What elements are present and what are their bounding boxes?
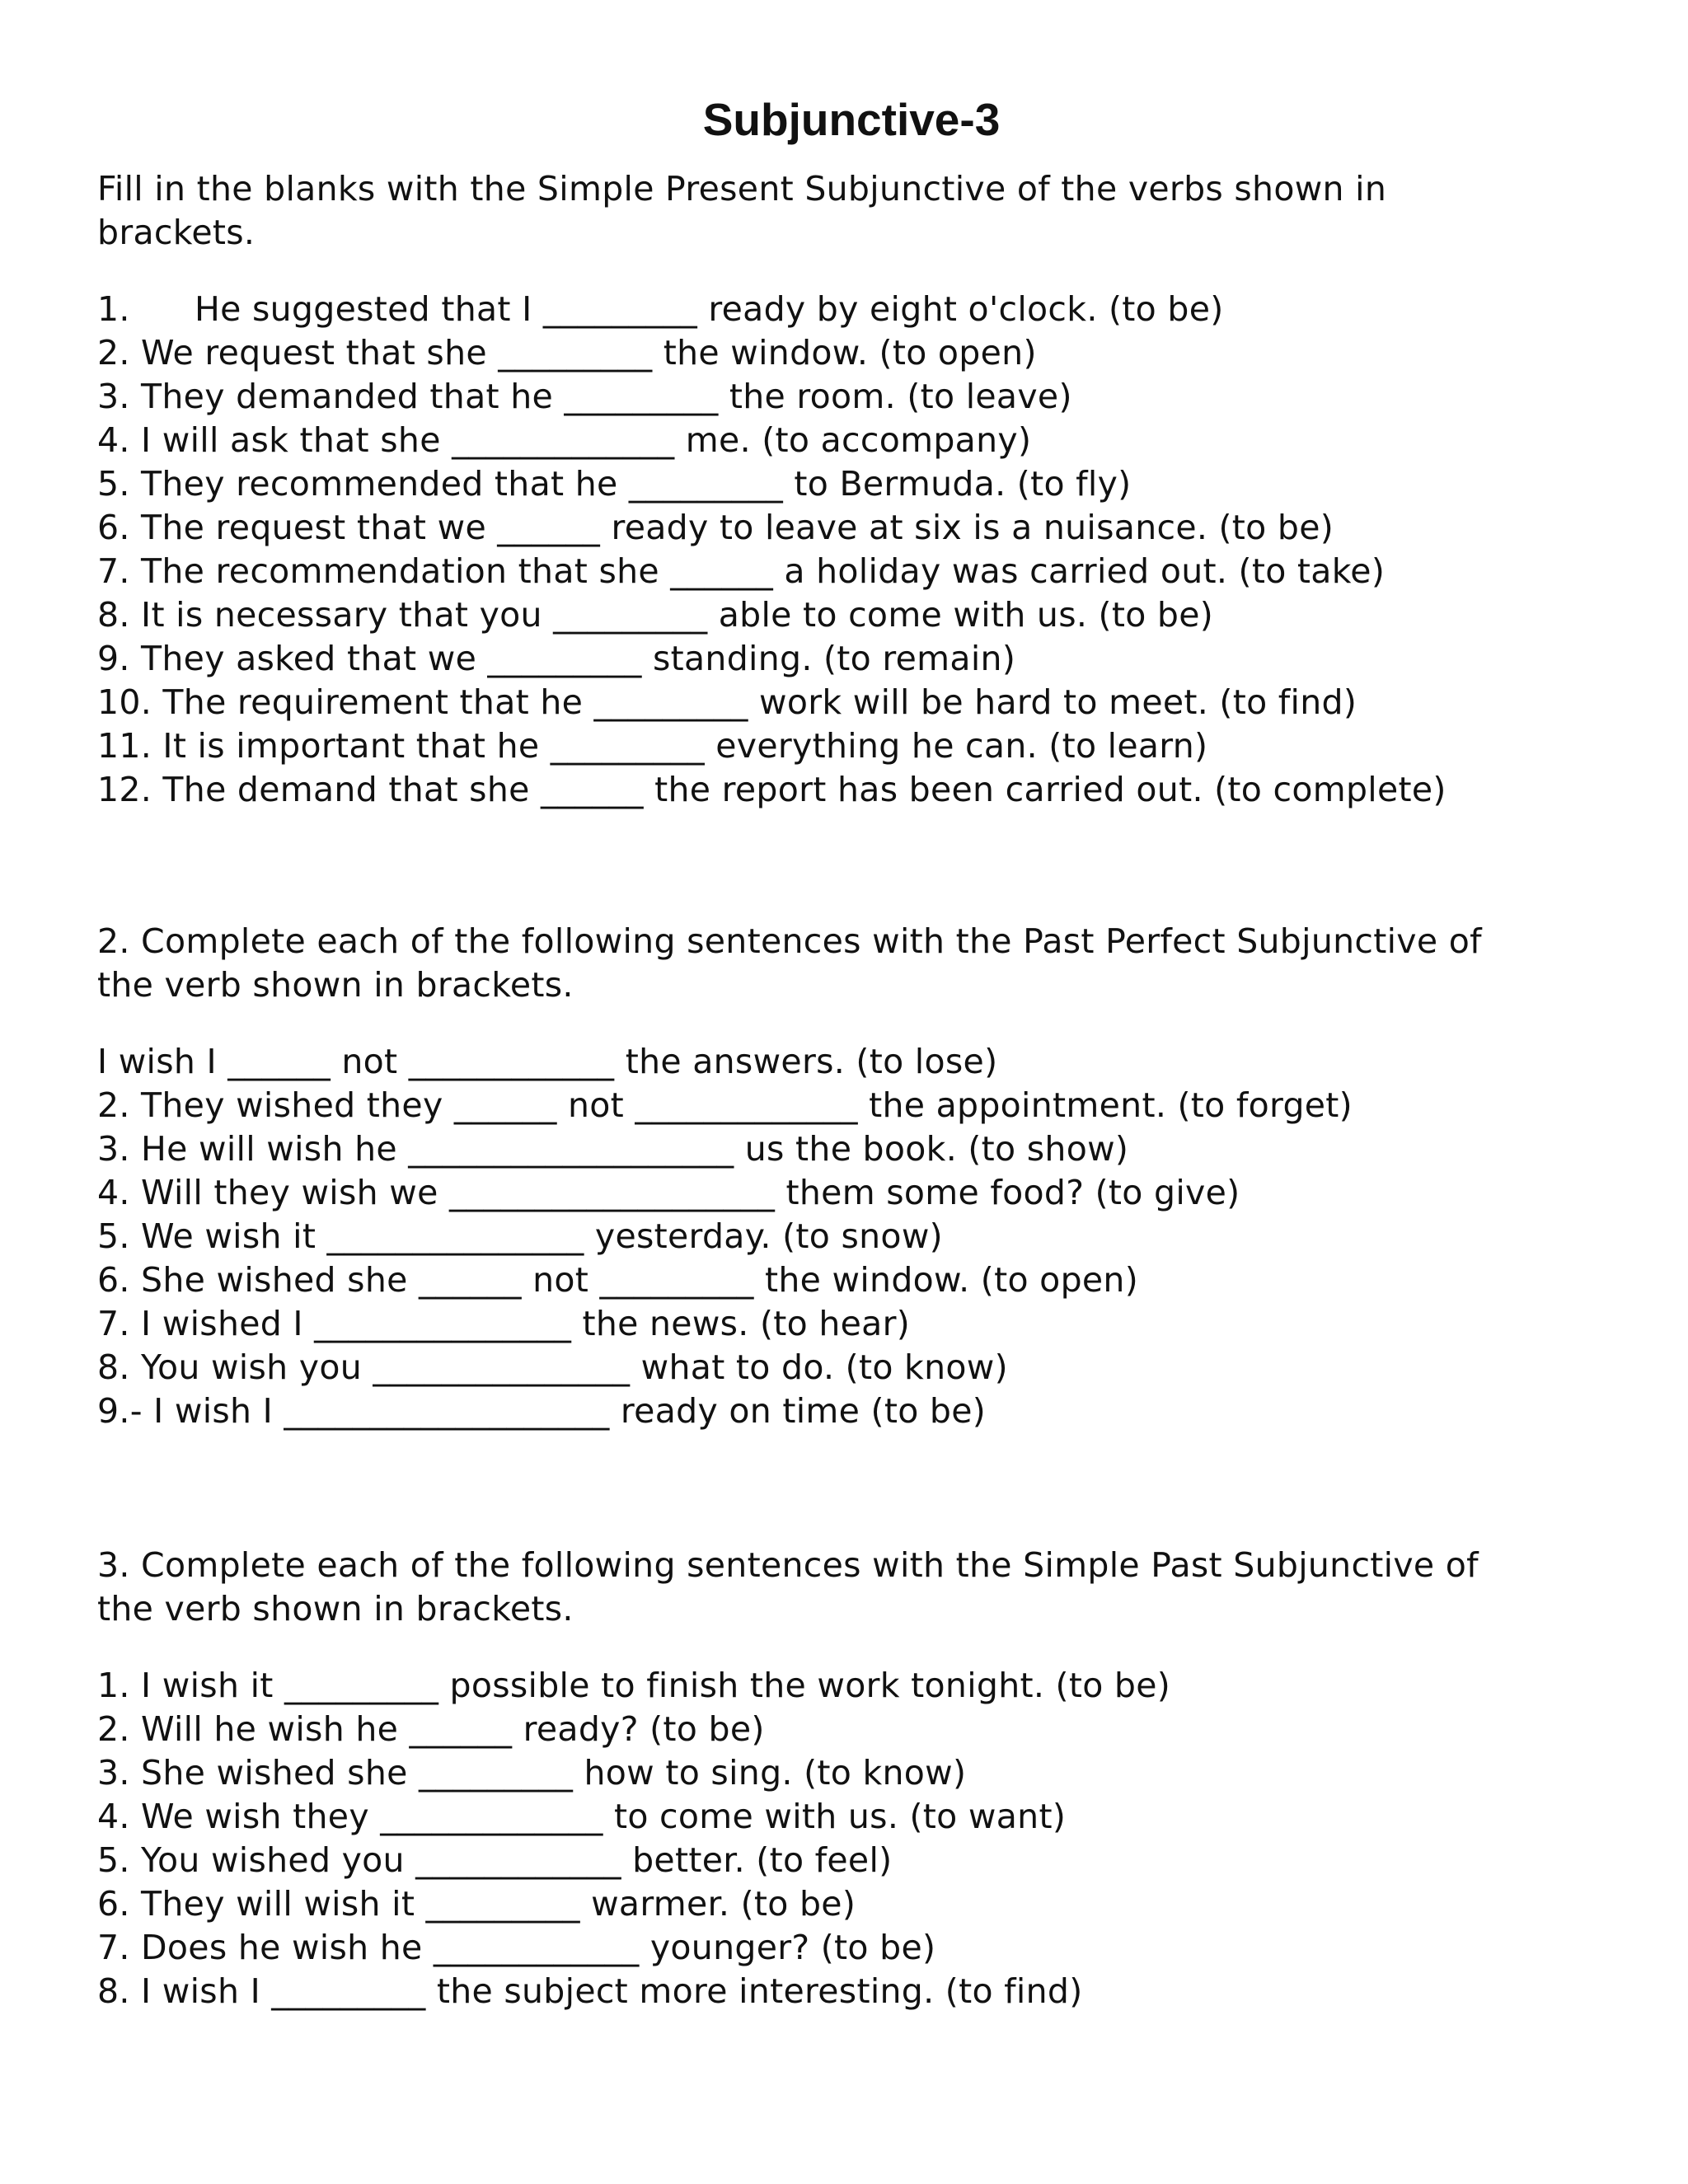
exercise-item: 3. She wished she _________ how to sing. (to know)	[97, 1753, 967, 1793]
instruction-line: 3. Complete each of the following sentences with the Simple Past Subjunctive of	[97, 1545, 1479, 1585]
exercise-item: 2. We request that she _________ the window. (to open)	[97, 333, 1037, 373]
exercise-item: 6. They will wish it _________ warmer. (to be)	[97, 1884, 856, 1924]
exercise-item: 7. I wished I _______________ the news. (to hear)	[97, 1304, 911, 1343]
exercise-item: 3. He will wish he ___________________ us the book. (to show)	[97, 1129, 1129, 1169]
instruction-line: the verb shown in brackets.	[97, 1589, 574, 1629]
instruction-line: Fill in the blanks with the Simple Present Subjunctive of the verbs shown in	[97, 169, 1387, 209]
exercise-item: 4. Will they wish we ___________________ them some food? (to give)	[97, 1173, 1240, 1212]
exercise-item: 5. You wished you ____________ better. (to feel)	[97, 1840, 893, 1880]
exercise-item: 11. It is important that he _________ everything he can. (to learn)	[97, 726, 1208, 766]
exercise-item: I wish I ______ not ____________ the answers. (to lose)	[97, 1042, 998, 1081]
section-2-instructions	[97, 920, 1606, 1007]
item-number: 1.	[97, 289, 130, 329]
exercise-item: 1. I wish it _________ possible to finish the work tonight. (to be)	[97, 1666, 1171, 1705]
exercise-item: 7. Does he wish he ____________ younger? (to be)	[97, 1928, 936, 1967]
exercise-item: 9. They asked that we _________ standing. (to remain)	[97, 639, 1016, 678]
section-3-items	[97, 1664, 1606, 2013]
exercise-item: 8. I wish I _________ the subject more interesting. (to find)	[97, 1971, 1083, 2011]
exercise-item: 6. The request that we ______ ready to leave at six is a nuisance. (to be)	[97, 508, 1334, 547]
exercise-item: 4. We wish they _____________ to come with us. (to want)	[97, 1797, 1067, 1836]
instruction-line: 2. Complete each of the following sentences with the Past Perfect Subjunctive of	[97, 921, 1482, 961]
exercise-item: 12. The demand that she ______ the report has been carried out. (to complete)	[97, 770, 1447, 809]
exercise-item: 6. She wished she ______ not _________ the window. (to open)	[97, 1260, 1138, 1300]
section-2	[97, 920, 1606, 1433]
section-2-items	[97, 1040, 1606, 1433]
exercise-item: 3. They demanded that he _________ the room. (to leave)	[97, 377, 1072, 416]
exercise-item	[97, 288, 1606, 331]
exercise-item: 2. Will he wish he ______ ready? (to be)	[97, 1709, 765, 1749]
exercise-item: 2. They wished they ______ not _____________ the appointment. (to forget)	[97, 1085, 1353, 1125]
section-spacer	[97, 1433, 1606, 1544]
section-1-items	[97, 288, 1606, 812]
exercise-item: 7. The recommendation that she ______ a holiday was carried out. (to take)	[97, 551, 1386, 591]
section-1-instructions	[97, 167, 1606, 255]
section-1	[97, 167, 1606, 812]
worksheet-page	[97, 87, 1606, 2013]
exercise-item: 10. The requirement that he _________ work will be hard to meet. (to find)	[97, 682, 1357, 722]
instruction-line: brackets.	[97, 213, 256, 252]
exercise-item: 5. They recommended that he _________ to Bermuda. (to fly)	[97, 464, 1132, 504]
exercise-item: 8. It is necessary that you _________ able to come with us. (to be)	[97, 595, 1214, 635]
item-text: He suggested that I _________ ready by eight o'clock. (to be)	[195, 289, 1224, 329]
exercise-item: 4. I will ask that she _____________ me. (to accompany)	[97, 420, 1032, 460]
page-title: Subjunctive-3	[702, 94, 1001, 145]
section-spacer	[97, 812, 1606, 920]
instruction-line: the verb shown in brackets.	[97, 965, 574, 1005]
exercise-item: 9.- I wish I ___________________ ready on time (to be)	[97, 1391, 987, 1431]
section-3	[97, 1544, 1606, 2013]
section-3-instructions	[97, 1544, 1606, 1631]
exercise-item: 8. You wish you _______________ what to do. (to know)	[97, 1347, 1008, 1387]
exercise-item: 5. We wish it _______________ yesterday. (to snow)	[97, 1216, 943, 1256]
